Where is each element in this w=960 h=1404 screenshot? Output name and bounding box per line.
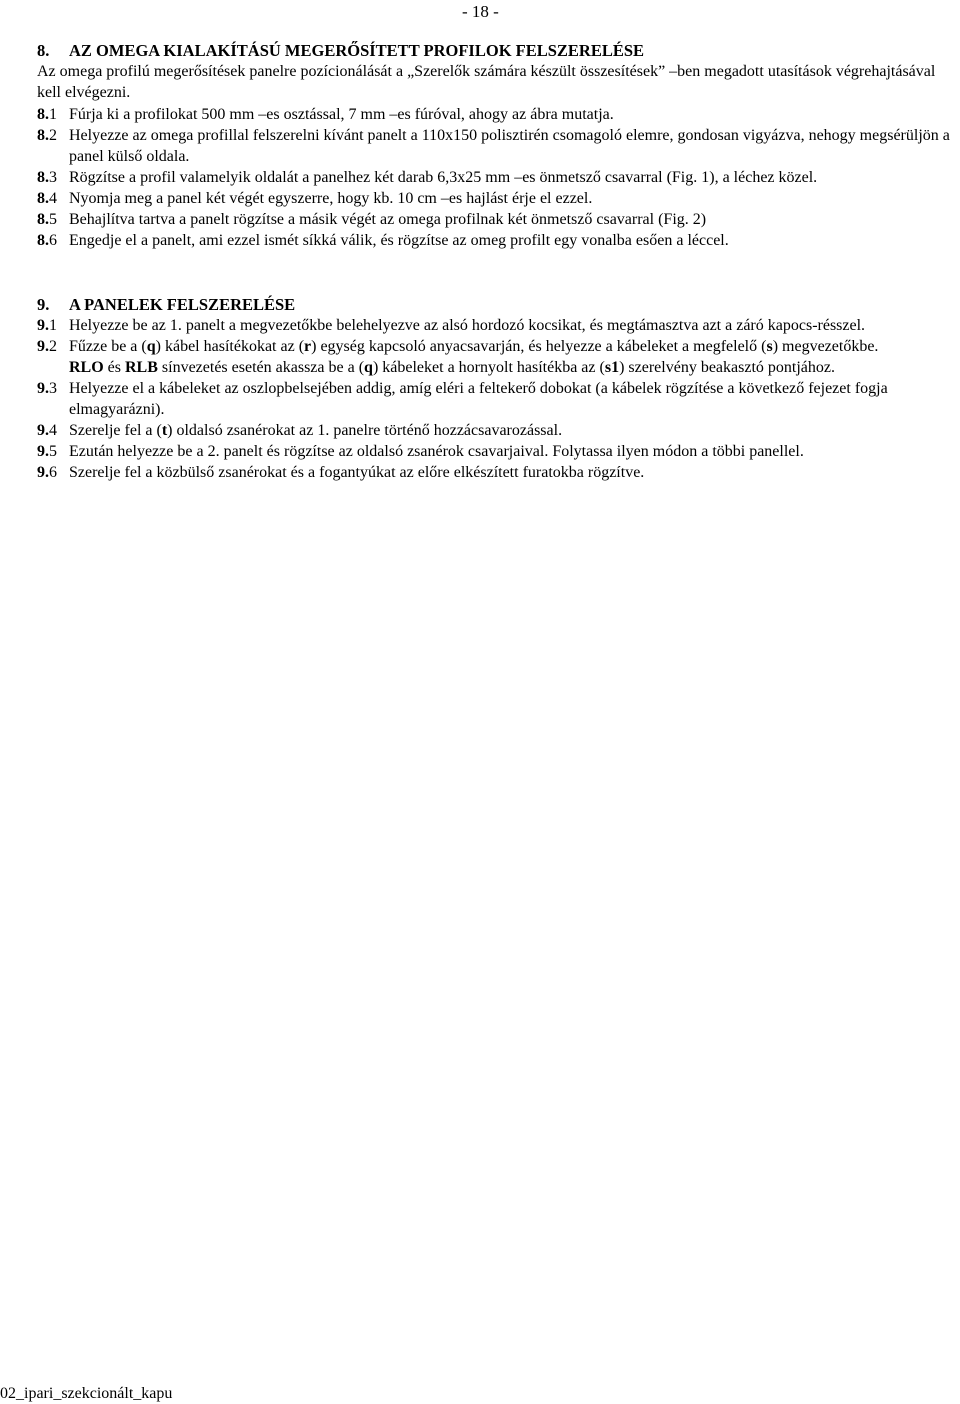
list-item-9-4: 9.4 Szerelje fel a (t) oldalsó zsanérokat az 1. panelre történő hozzácsavarozással. xyxy=(37,422,563,439)
list-item-9-2: 9.2 Fűzze be a (q) kábel hasítékokat az (r) egység kapcsoló anyacsavarján, és helyezze a kábeleket a megfelelő (s) megvezetőkbe. xyxy=(37,338,879,355)
page-number: - 18 - xyxy=(462,2,499,21)
footer-filename: 02_ipari_szekcionált_kapu xyxy=(0,1385,173,1402)
list-item-9-1: 9.1 Helyezze be az 1. panelt a megvezetőkbe belehelyezve az alsó hordozó kocsikat, és megtámasztva azt a záró kapocs-résszel. xyxy=(37,317,866,334)
list-item-9-3: 9.3 Helyezze el a kábeleket az oszlopbelsejében addig, amíg eléri a feltekerő dobokat (a kábelek rögzítése a következő fejezet fogja elmagyarázni). xyxy=(37,380,888,418)
list-item-8-5: 8.5 Behajlítva tartva a panelt rögzítse a másik végét az omega profilnak két önmetsző csavarral (Fig. 2) xyxy=(37,211,707,228)
section-9-heading: 9. A PANELEK FELSZERELÉSE xyxy=(37,295,296,314)
list-item-8-3: 8.3 Rögzítse a profil valamelyik oldalát a panelhez két darab 6,3x25 mm –es önmetsző csavarral (Fig. 1), a léchez közel. xyxy=(37,169,818,186)
list-item-9-6: 9.6 Szerelje fel a közbülső zsanérokat és a fogantyúkat az előre elkészített furatokba rögzítve. xyxy=(37,464,645,481)
document-body xyxy=(37,40,957,483)
list-item-8-6: 8.6 Engedje el a panelt, ami ezzel ismét síkká válik, és rögzítse az omeg profilt egy vonalba esően a léccel. xyxy=(37,232,729,249)
list-item-9-2-continuation: RLO és RLB sínvezetés esetén akassza be a (q) kábeleket a hornyolt hasítékba az (s1) szerelvény beakasztó pontjához. xyxy=(69,359,835,376)
section-8-heading: 8. AZ OMEGA KIALAKÍTÁSÚ MEGERŐSÍTETT PROFILOK FELSZERELÉSE xyxy=(37,41,645,60)
list-item-8-4: 8.4 Nyomja meg a panel két végét egyszerre, hogy kb. 10 cm –es hajlást érje el ezzel. xyxy=(37,190,593,207)
list-item-8-1: 8.1 Fúrja ki a profilokat 500 mm –es osztással, 7 mm –es fúróval, ahogy az ábra mutatja. xyxy=(37,106,614,123)
list-item-9-5: 9.5 Ezután helyezze be a 2. panelt és rögzítse az oldalsó zsanérok csavarjaival. Folytassa ilyen módon a többi panellel. xyxy=(37,443,804,460)
list-item-8-2: 8.2 Helyezze az omega profillal felszerelni kívánt panelt a 110x150 polisztirén csomagoló elemre, gondosan vigyázva, nehogy megsérüljön a panel külső oldala. xyxy=(37,127,950,165)
section-gap xyxy=(37,251,957,294)
section-8-intro: Az omega profilú megerősítések panelre pozícionálását a „Szerelők számára készült összesítések” –ben megadott utasítások végrehajtásával kell elvégezni. xyxy=(37,63,936,101)
